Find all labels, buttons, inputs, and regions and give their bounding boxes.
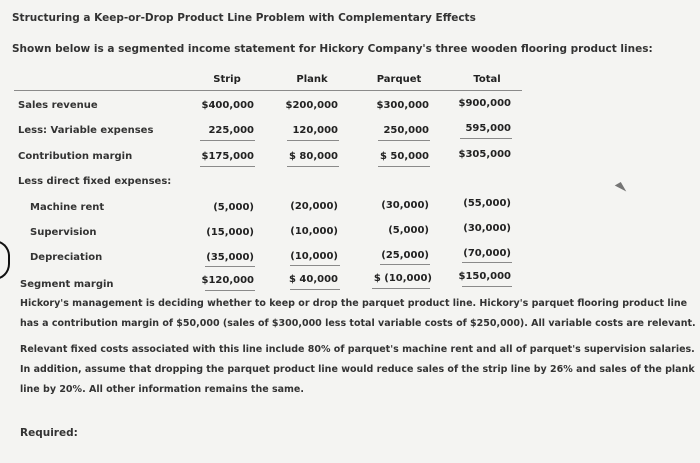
subtotal-rule [380, 264, 430, 265]
column-header-total: Total [473, 74, 501, 85]
table-cell: $200,000 [285, 100, 338, 111]
subtotal-rule [200, 140, 255, 141]
row-label: Less direct fixed expenses: [18, 176, 172, 187]
table-cell: $ 50,000 [379, 151, 429, 162]
paragraph-assumptions: Relevant fixed costs associated with this line include 80% of parquet's machine rent and all of parquet's supervision salaries. In addition, assume that dropping the parquet product line would reduce sales of the strip line by 26% and sales of the plank line by 20%. All other information remains the same. [20, 344, 695, 395]
column-header-parquet: Parquet [376, 74, 422, 85]
table-cell: 250,000 [383, 125, 429, 136]
table-cell: (35,000) [206, 252, 254, 263]
table-cell: $900,000 [458, 98, 511, 109]
intro-text: Shown below is a segmented income statement for Hickory Company's three wooden flooring product lines: [12, 43, 653, 55]
row-label: Machine rent [30, 202, 105, 213]
subtotal-rule [462, 262, 512, 263]
table-cell: 120,000 [292, 125, 338, 136]
row-label: Depreciation [30, 252, 103, 263]
table-cell: (30,000) [381, 200, 429, 211]
subtotal-rule [290, 265, 340, 266]
total-rule [462, 286, 512, 287]
table-cell: $120,000 [201, 275, 254, 286]
table-cell: (10,000) [290, 251, 338, 262]
table-cell: (55,000) [463, 198, 511, 209]
row-label: Supervision [30, 227, 97, 238]
subtotal-rule [205, 266, 255, 267]
row-label: Contribution margin [18, 151, 133, 162]
bracket-icon [0, 240, 10, 280]
mouse-cursor-icon [615, 182, 627, 195]
table-cell: (15,000) [206, 227, 254, 238]
subtotal-rule [287, 166, 339, 167]
table-cell: $ (10,000) [373, 273, 432, 284]
row-label: Segment margin [20, 279, 114, 290]
table-cell: $305,000 [458, 149, 511, 160]
required-heading: Required: [20, 427, 78, 439]
subtotal-rule [287, 140, 339, 141]
subtotal-rule [378, 166, 430, 167]
table-cell: (25,000) [381, 250, 429, 261]
row-label: Sales revenue [18, 100, 98, 111]
table-cell: (10,000) [290, 226, 338, 237]
row-label: Less: Variable expenses [18, 125, 154, 136]
table-cell: $175,000 [201, 151, 254, 162]
subtotal-rule [378, 140, 430, 141]
paragraph-context: Hickory's management is deciding whether to keep or drop the parquet product line. Hickory's parquet flooring product line has a contribution margin of $50,000 (sales of $300,000 less total variable costs of $250,000). All variable costs are relevant. [20, 298, 696, 329]
table-cell: $ 80,000 [288, 151, 338, 162]
table-cell: $400,000 [201, 100, 254, 111]
column-header-plank: Plank [296, 74, 328, 85]
table-cell: (30,000) [463, 223, 511, 234]
total-rule [372, 288, 430, 289]
table-cell: $ 40,000 [288, 274, 338, 285]
table-cell: $150,000 [458, 271, 511, 282]
table-cell: (5,000) [213, 202, 254, 213]
table-cell: (20,000) [290, 201, 338, 212]
table-cell: (70,000) [463, 248, 511, 259]
subtotal-rule [460, 138, 512, 139]
table-cell: 225,000 [208, 125, 254, 136]
column-header-strip: Strip [213, 74, 241, 85]
total-rule [290, 289, 340, 290]
subtotal-rule [200, 166, 255, 167]
total-rule [205, 290, 255, 291]
table-cell: $300,000 [376, 100, 429, 111]
table-cell: (5,000) [388, 225, 429, 236]
table-cell: 595,000 [465, 123, 511, 134]
problem-title: Structuring a Keep-or-Drop Product Line Problem with Complementary Effects [12, 12, 476, 24]
header-rule [14, 90, 522, 91]
